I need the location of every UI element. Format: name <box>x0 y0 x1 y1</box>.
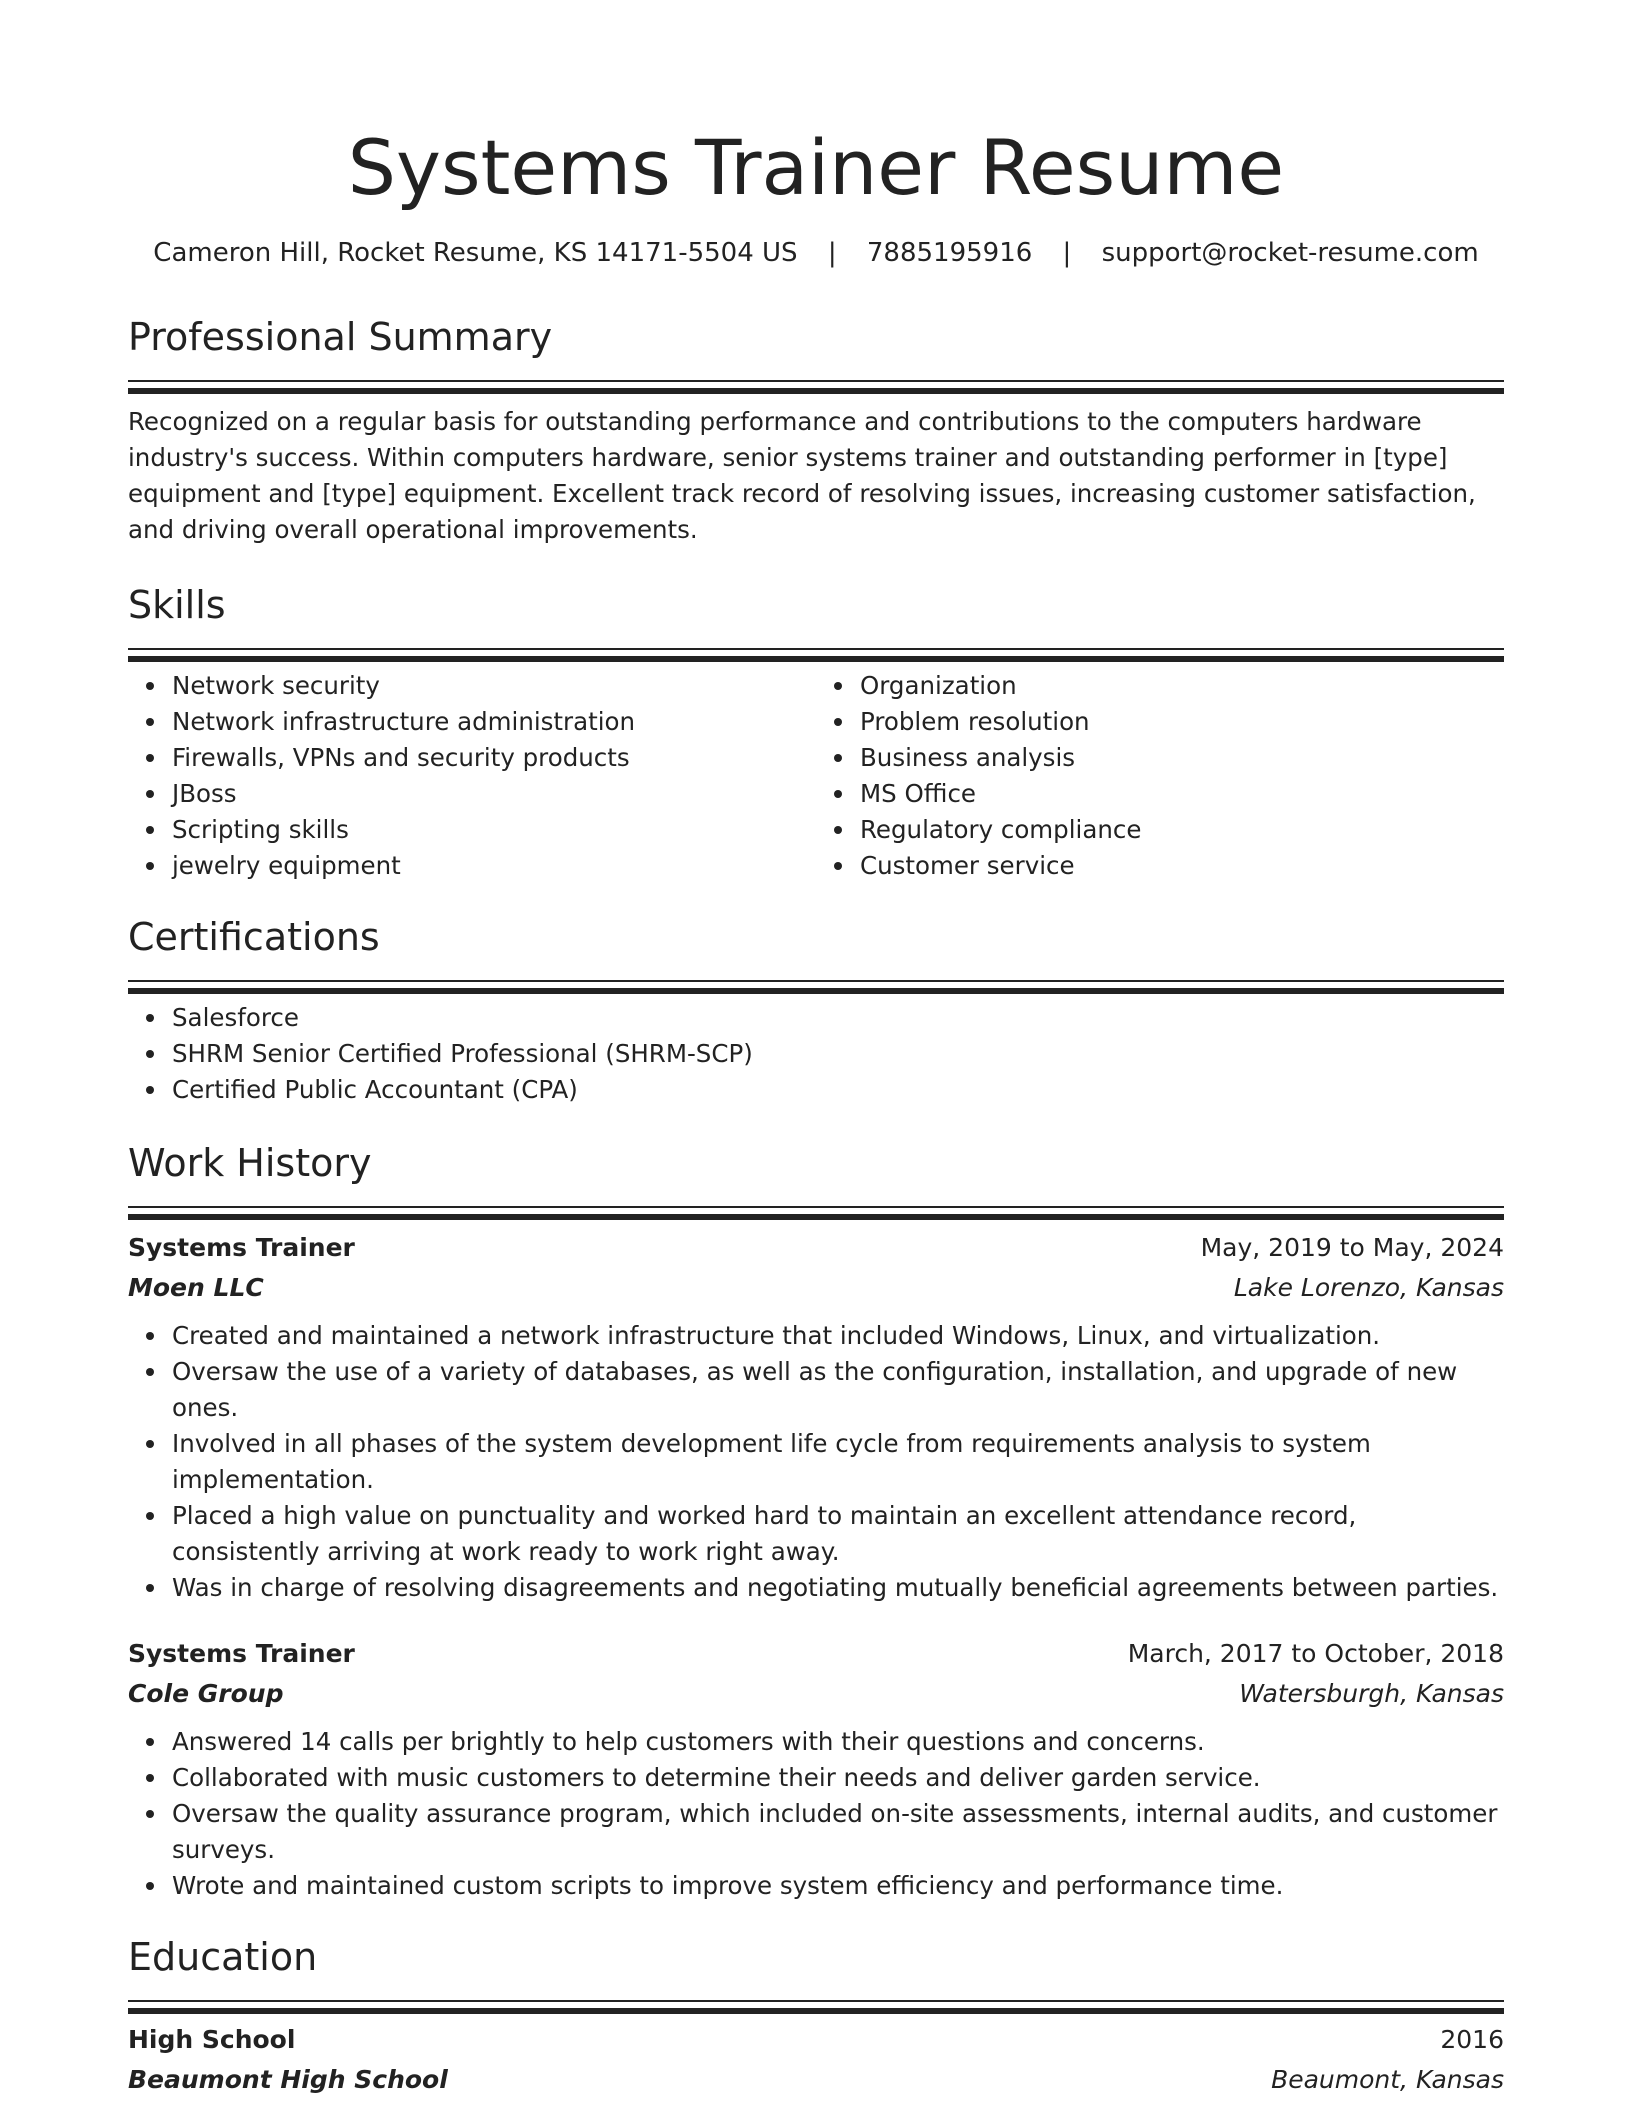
section-divider <box>128 380 1504 382</box>
education-heading: Education <box>128 1935 318 1979</box>
job-bullet: Wrote and maintained custom scripts to improve system efficiency and performance time. <box>172 1868 1504 1904</box>
education-year: 2016 <box>1440 2025 1504 2054</box>
skill-item: Network security <box>172 668 816 704</box>
skills-list-right <box>816 668 1504 884</box>
skill-item: Problem resolution <box>860 704 1504 740</box>
job-bullets <box>128 1318 1504 1606</box>
skill-item: JBoss <box>172 776 816 812</box>
job-title: Systems Trainer <box>128 1639 355 1668</box>
education-school: Beaumont High School <box>128 2065 448 2094</box>
job-header <box>128 1228 1504 1268</box>
job-bullet: Answered 14 calls per brightly to help customers with their questions and concerns. <box>172 1724 1504 1760</box>
skill-item: Network infrastructure administration <box>172 704 816 740</box>
job-subheader <box>128 1268 1504 1308</box>
job-bullet: Involved in all phases of the system development life cycle from requirements analysis to system implementation. <box>172 1426 1504 1498</box>
skills-grid <box>128 668 1504 884</box>
contact-separator: | <box>827 238 837 268</box>
section-divider <box>128 1206 1504 1208</box>
skill-item: MS Office <box>860 776 1504 812</box>
certification-item: SHRM Senior Certified Professional (SHRM-SCP) <box>172 1036 1504 1072</box>
skill-item: Organization <box>860 668 1504 704</box>
education-location: Beaumont, Kansas <box>1271 2065 1504 2094</box>
job-bullet: Oversaw the use of a variety of databases, as well as the configuration, installation, and upgrade of new ones. <box>172 1354 1504 1426</box>
skills-column-left <box>128 668 816 884</box>
job-header <box>128 1634 1504 1674</box>
job-company: Moen LLC <box>128 1273 264 1302</box>
certification-item: Salesforce <box>172 1000 1504 1036</box>
education-section <box>128 1934 1504 2100</box>
education-degree: High School <box>128 2025 296 2054</box>
summary-text: Recognized on a regular basis for outstanding performance and contributions to the computers hardware industry's success. Within computers hardware, senior systems trainer and outstanding performer in [type] equipment and [type] equipment. Excellent track record of resolving issues, increasing customer satisfaction, and driving overall operational improvements. <box>128 407 1476 544</box>
job-title: Systems Trainer <box>128 1233 355 1262</box>
job-location: Lake Lorenzo, Kansas <box>1233 1273 1504 1302</box>
work-history-heading: Work History <box>128 1141 372 1185</box>
job-location: Watersburgh, Kansas <box>1239 1679 1504 1708</box>
job-dates: May, 2019 to May, 2024 <box>1200 1233 1504 1262</box>
job-dates: March, 2017 to October, 2018 <box>1127 1639 1504 1668</box>
contact-email[interactable]: support@rocket-resume.com <box>1101 238 1479 268</box>
job-bullet: Was in charge of resolving disagreements and negotiating mutually beneficial agreements between parties. <box>172 1570 1504 1606</box>
contact-address: Cameron Hill, Rocket Resume, KS 14171-5504 US <box>153 238 798 268</box>
job-bullet: Created and maintained a network infrastructure that included Windows, Linux, and virtualization. <box>172 1318 1504 1354</box>
skill-item: Customer service <box>860 848 1504 884</box>
contact-phone: 7885195916 <box>866 238 1033 268</box>
skills-column-right <box>816 668 1504 884</box>
education-header <box>128 2020 1504 2060</box>
certifications-list <box>128 1000 1504 1108</box>
job-entry <box>128 1634 1504 1904</box>
job-subheader <box>128 1674 1504 1714</box>
contact-line <box>128 236 1504 270</box>
resume-title: Systems Trainer Resume <box>347 123 1285 212</box>
contact-separator: | <box>1062 238 1072 268</box>
skills-list-left <box>128 668 816 884</box>
job-bullet: Placed a high value on punctuality and worked hard to maintain an excellent attendance record, consistently arriving at work ready to work right away. <box>172 1498 1504 1570</box>
section-divider <box>128 648 1504 650</box>
skills-heading: Skills <box>128 583 226 627</box>
job-bullets <box>128 1724 1504 1904</box>
summary-section <box>128 314 1504 548</box>
job-entry <box>128 1228 1504 1606</box>
education-subheader <box>128 2060 1504 2100</box>
certifications-heading: Certifications <box>128 915 380 959</box>
certifications-section <box>128 914 1504 1108</box>
job-company: Cole Group <box>128 1679 284 1708</box>
skill-item: Regulatory compliance <box>860 812 1504 848</box>
skill-item: Scripting skills <box>172 812 816 848</box>
summary-heading: Professional Summary <box>128 315 553 359</box>
certification-item: Certified Public Accountant (CPA) <box>172 1072 1504 1108</box>
skill-item: jewelry equipment <box>172 848 816 884</box>
section-divider <box>128 2000 1504 2002</box>
job-bullet: Oversaw the quality assurance program, which included on-site assessments, internal audits, and customer surveys. <box>172 1796 1504 1868</box>
skill-item: Firewalls, VPNs and security products <box>172 740 816 776</box>
job-bullet: Collaborated with music customers to determine their needs and deliver garden service. <box>172 1760 1504 1796</box>
section-divider <box>128 980 1504 982</box>
skill-item: Business analysis <box>860 740 1504 776</box>
work-history-section <box>128 1140 1504 1904</box>
skills-section <box>128 582 1504 884</box>
